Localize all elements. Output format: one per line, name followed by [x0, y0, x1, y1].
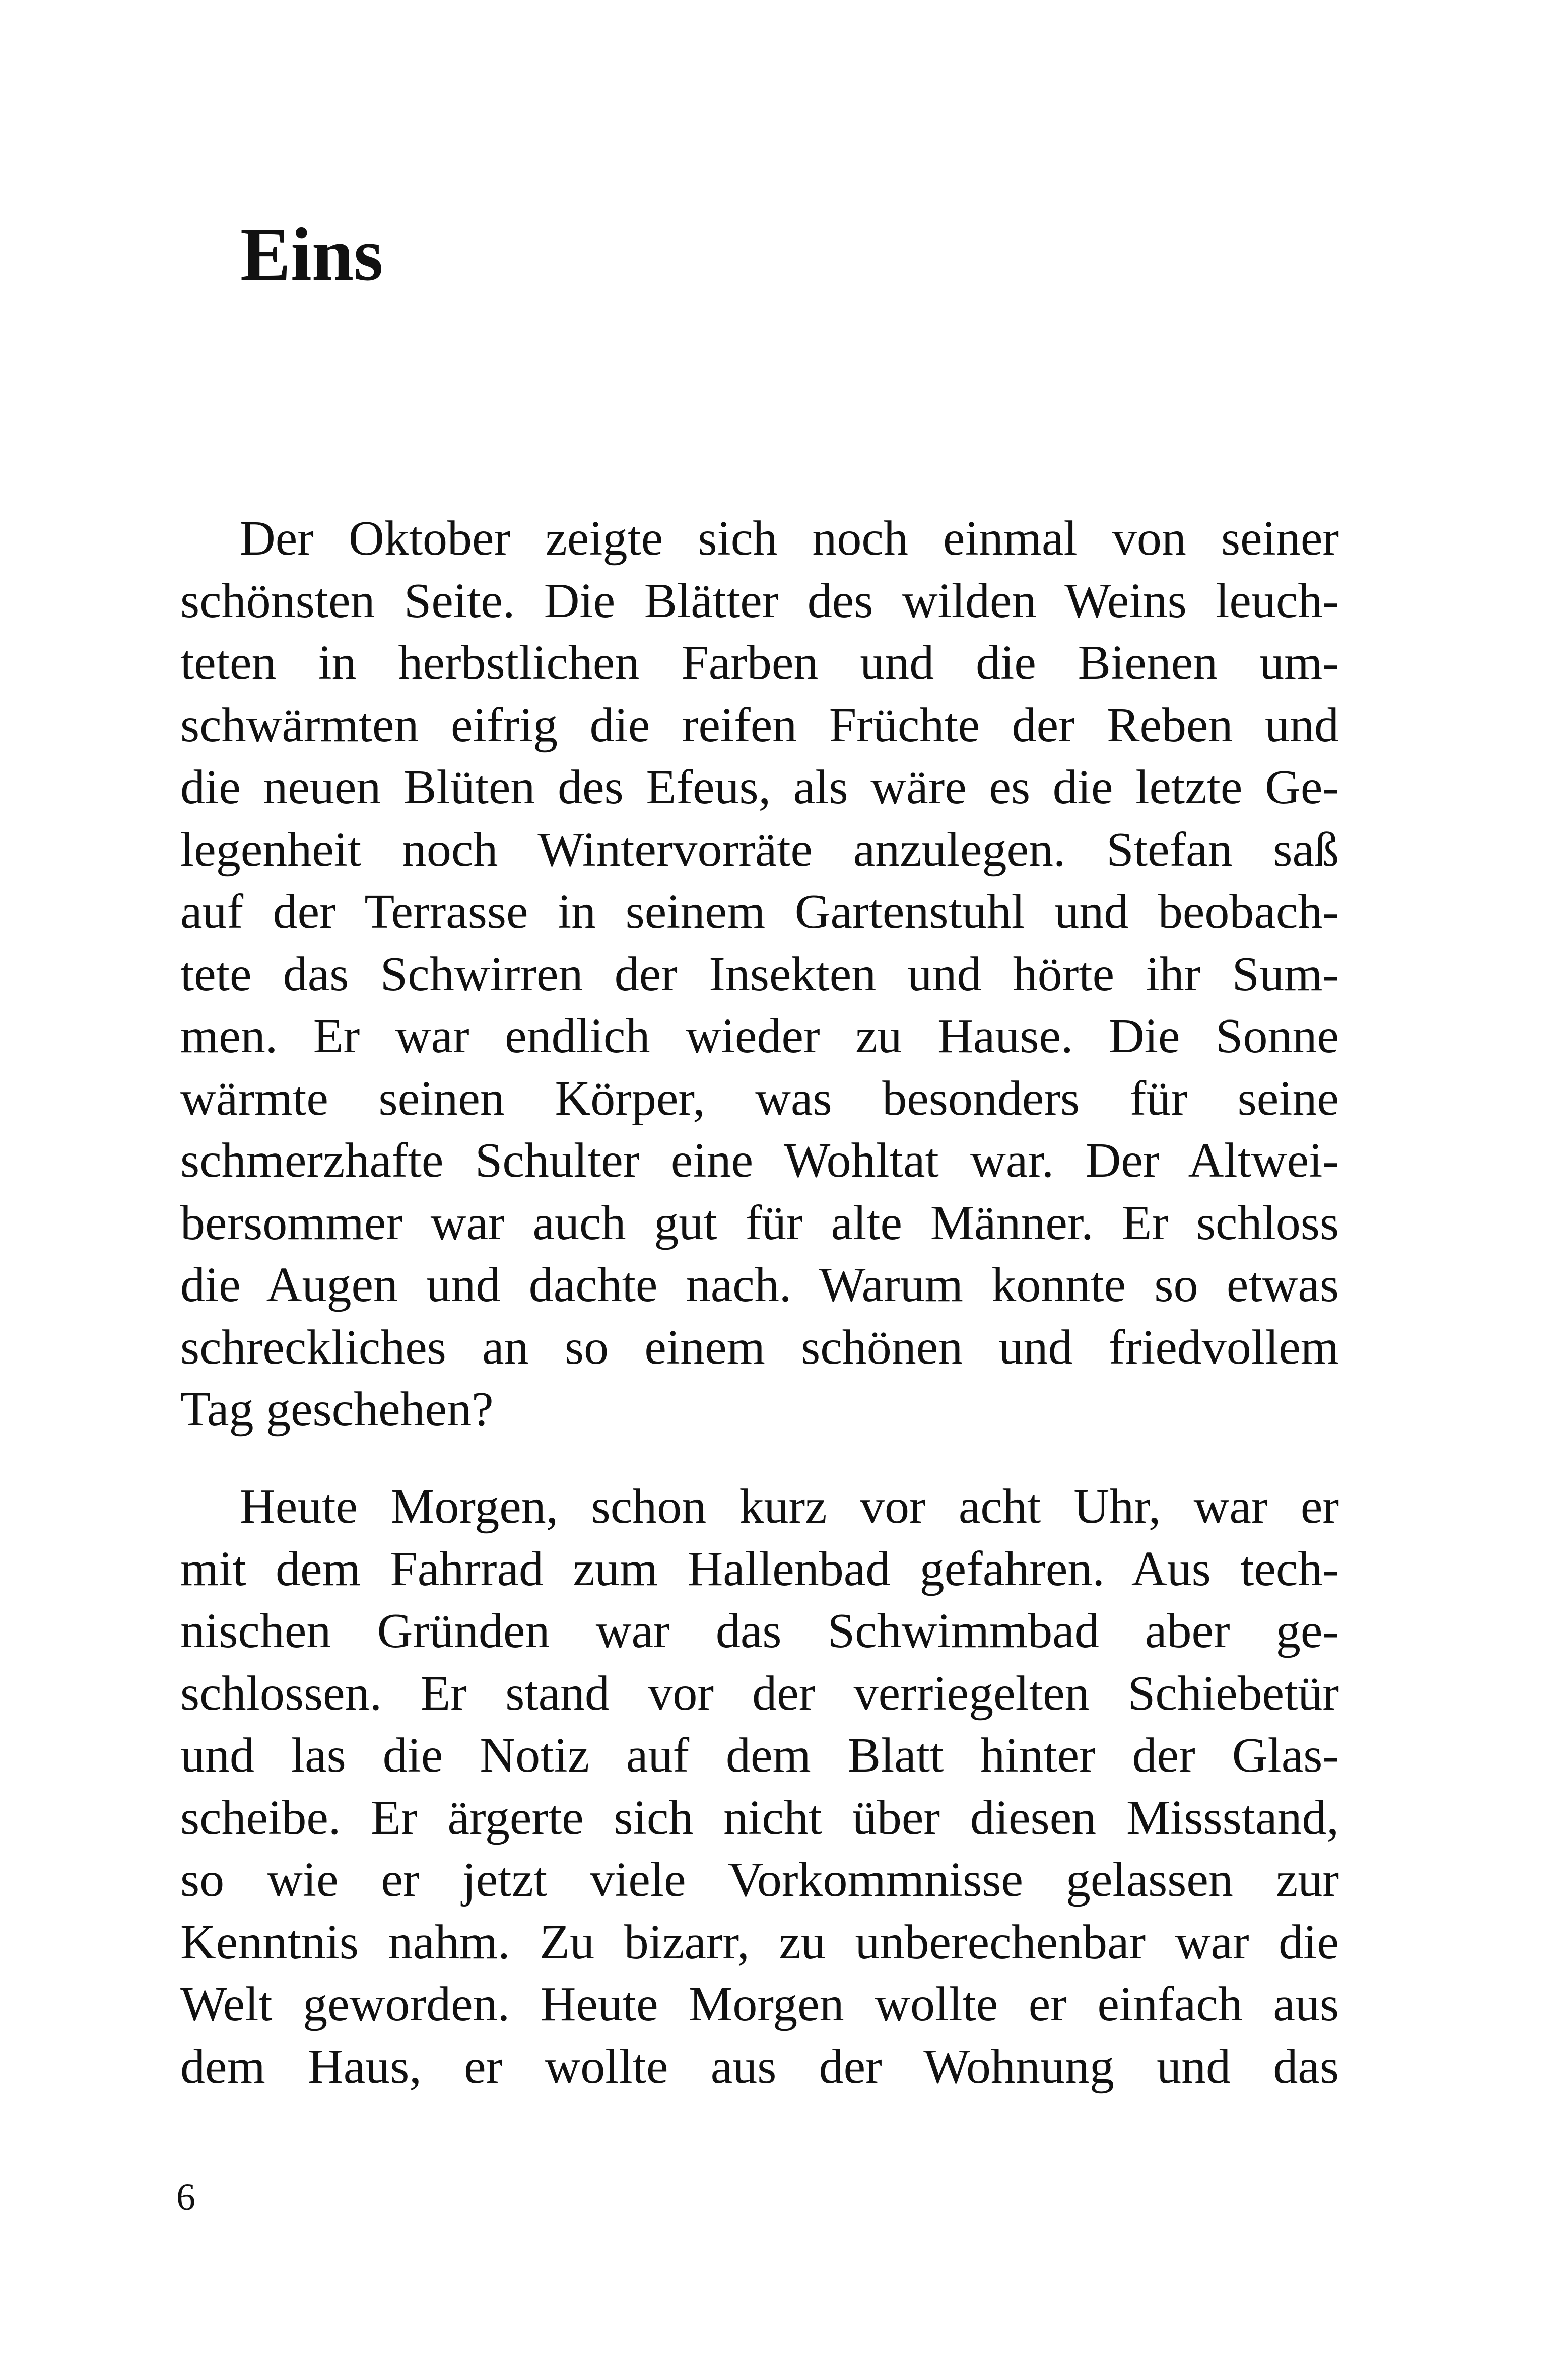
text-line: legenheit noch Wintervorräte anzulegen. Stefan saß — [180, 822, 1339, 877]
text-line: schönsten Seite. Die Blätter des wilden Weins leuch- — [180, 573, 1339, 628]
paragraph-1 — [180, 508, 1339, 1441]
paragraph-2 — [180, 1476, 1339, 2098]
text-line: die neuen Blüten des Efeus, als wäre es die letzte Ge- — [180, 760, 1339, 814]
text-line: Der Oktober zeigte sich noch einmal von seiner — [240, 511, 1339, 566]
text-line: auf der Terrasse in seinem Gartenstuhl und beobach- — [180, 885, 1339, 939]
text-line: mit dem Fahrrad zum Hallenbad gefahren. Aus tech- — [180, 1541, 1339, 1596]
text-line: so wie er jetzt viele Vorkommnisse gelassen zur — [180, 1853, 1339, 1907]
text-line: die Augen und dachte nach. Warum konnte so etwas — [180, 1258, 1339, 1312]
text-line: Kenntnis nahm. Zu bizarr, zu unberechenbar war die — [180, 1915, 1339, 1969]
text-line: schlossen. Er stand vor der verriegelten Schiebetür — [180, 1666, 1339, 1721]
text-line: bersommer war auch gut für alte Männer. Er schloss — [180, 1195, 1339, 1250]
chapter-title: Eins — [240, 213, 383, 296]
text-line: wärmte seinen Körper, was besonders für seine — [180, 1071, 1339, 1126]
text-line: schwärmten eifrig die reifen Früchte der Reben und — [180, 698, 1339, 753]
text-line: dem Haus, er wollte aus der Wohnung und das — [180, 2039, 1339, 2094]
text-line: Welt geworden. Heute Morgen wollte er einfach aus — [180, 1977, 1339, 2031]
text-line: Heute Morgen, schon kurz vor acht Uhr, war er — [240, 1479, 1339, 1534]
text-line: schmerzhafte Schulter eine Wohltat war. Der Altwei- — [180, 1133, 1339, 1188]
text-line: und las die Notiz auf dem Blatt hinter der Glas- — [180, 1728, 1339, 1783]
text-line: Tag geschehen? — [180, 1382, 494, 1437]
text-line: schreckliches an so einem schönen und friedvollem — [180, 1320, 1339, 1375]
text-line: tete das Schwirren der Insekten und hörte ihr Sum- — [180, 946, 1339, 1001]
text-line: teten in herbstlichen Farben und die Bienen um- — [180, 636, 1339, 690]
text-line: nischen Gründen war das Schwimmbad aber ge- — [180, 1604, 1339, 1658]
text-line: scheibe. Er ärgerte sich nicht über diesen Missstand, — [180, 1790, 1339, 1845]
page-number: 6 — [176, 2176, 195, 2218]
text-line: men. Er war endlich wieder zu Hause. Die Sonne — [180, 1009, 1339, 1063]
